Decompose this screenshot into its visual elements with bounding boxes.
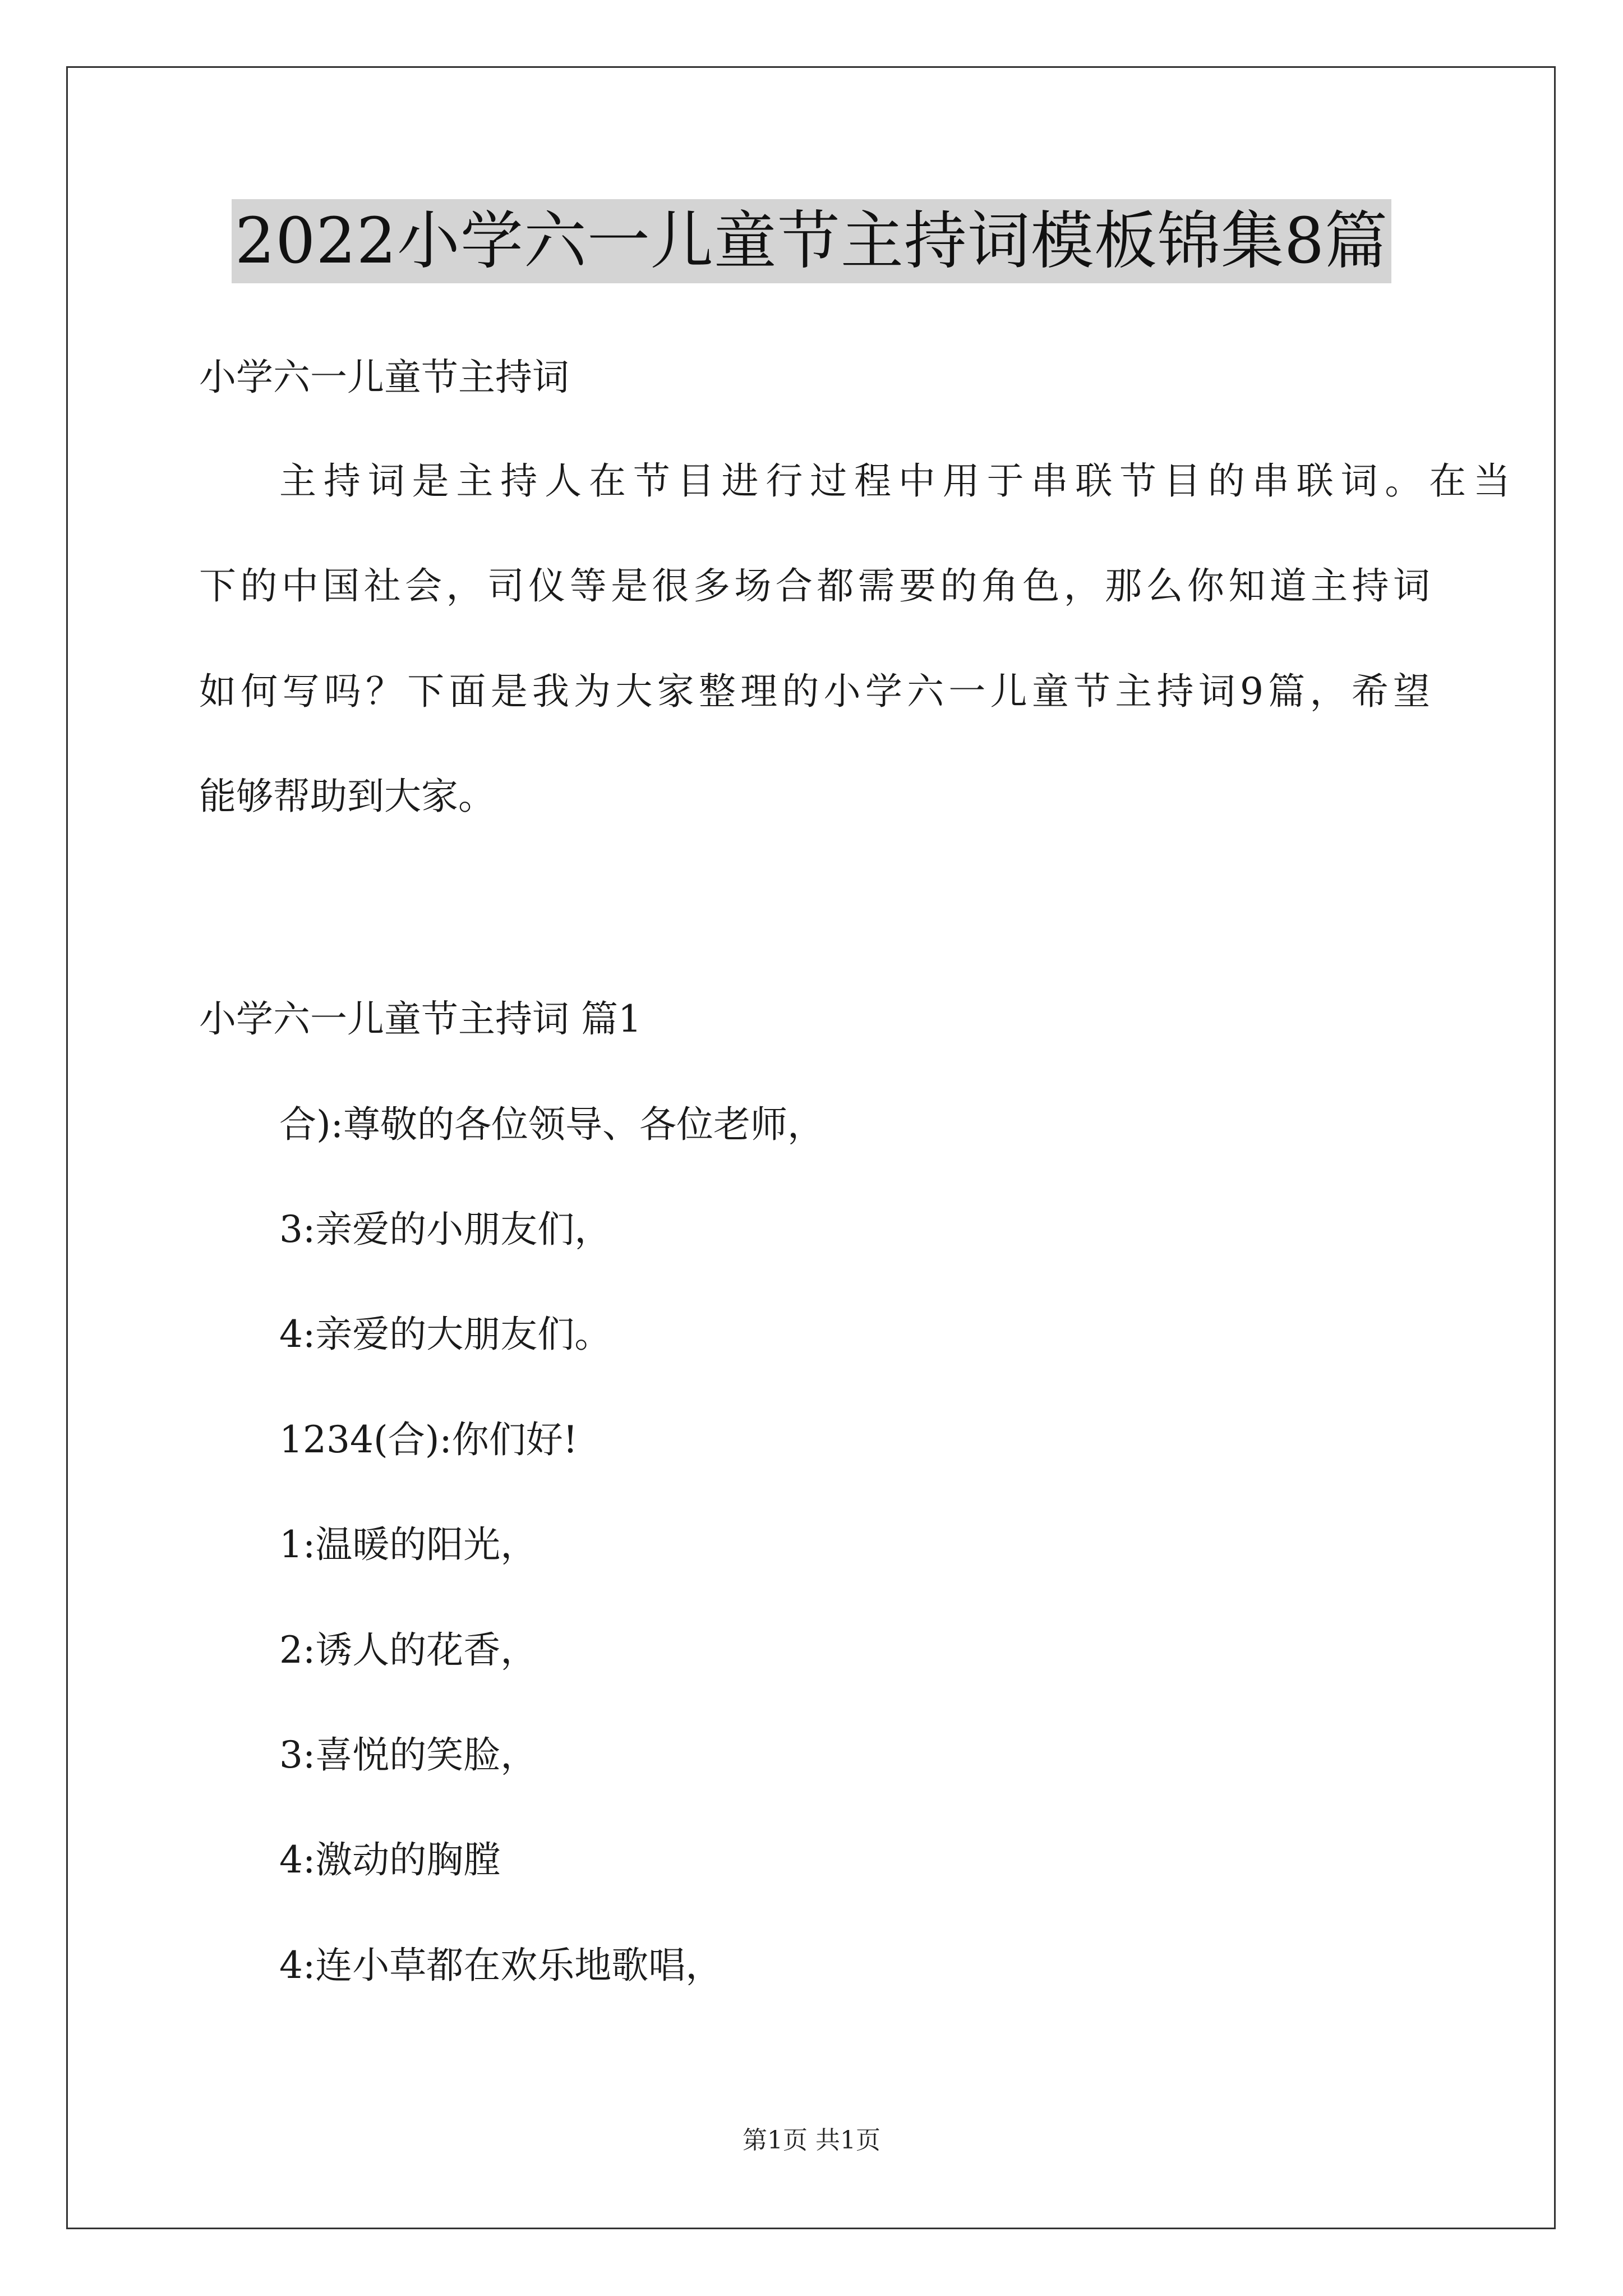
document-title: 2022小学六一儿童节主持词模板锦集8篇 <box>232 199 1391 283</box>
intro-line-2: 下的中国社会，司仪等是很多场合都需要的角色，那么你知道主持词 <box>199 564 1430 608</box>
script-line: 4:亲爱的大朋友们。 <box>279 1313 612 1356</box>
script-line: 4:激动的胸膛 <box>279 1838 501 1881</box>
intro-line-1: 主持词是主持人在节目进行过程中用于串联节目的串联词。在当 <box>279 459 1510 503</box>
section-heading: 小学六一儿童节主持词 <box>199 356 569 399</box>
script-line: 2:诱人的花香， <box>279 1628 538 1672</box>
script-line: 1:温暖的阳光， <box>279 1523 538 1566</box>
page-number: 第1页 共1页 <box>743 2126 880 2155</box>
script-line: 4:连小草都在欢乐地歌唱， <box>279 1944 723 1987</box>
intro-line-4: 能够帮助到大家。 <box>199 775 495 818</box>
script-line: 1234(合):你们好! <box>279 1418 578 1461</box>
script-line: 3:亲爱的小朋友们， <box>279 1208 612 1251</box>
script-line: 合):尊敬的各位领导、各位老师， <box>279 1103 824 1146</box>
intro-line-3: 如何写吗？下面是我为大家整理的小学六一儿童节主持词9篇，希望 <box>199 670 1430 713</box>
script-line: 3:喜悦的笑脸， <box>279 1733 538 1777</box>
title-container <box>0 199 1623 283</box>
part-heading: 小学六一儿童节主持词 篇1 <box>199 997 642 1041</box>
